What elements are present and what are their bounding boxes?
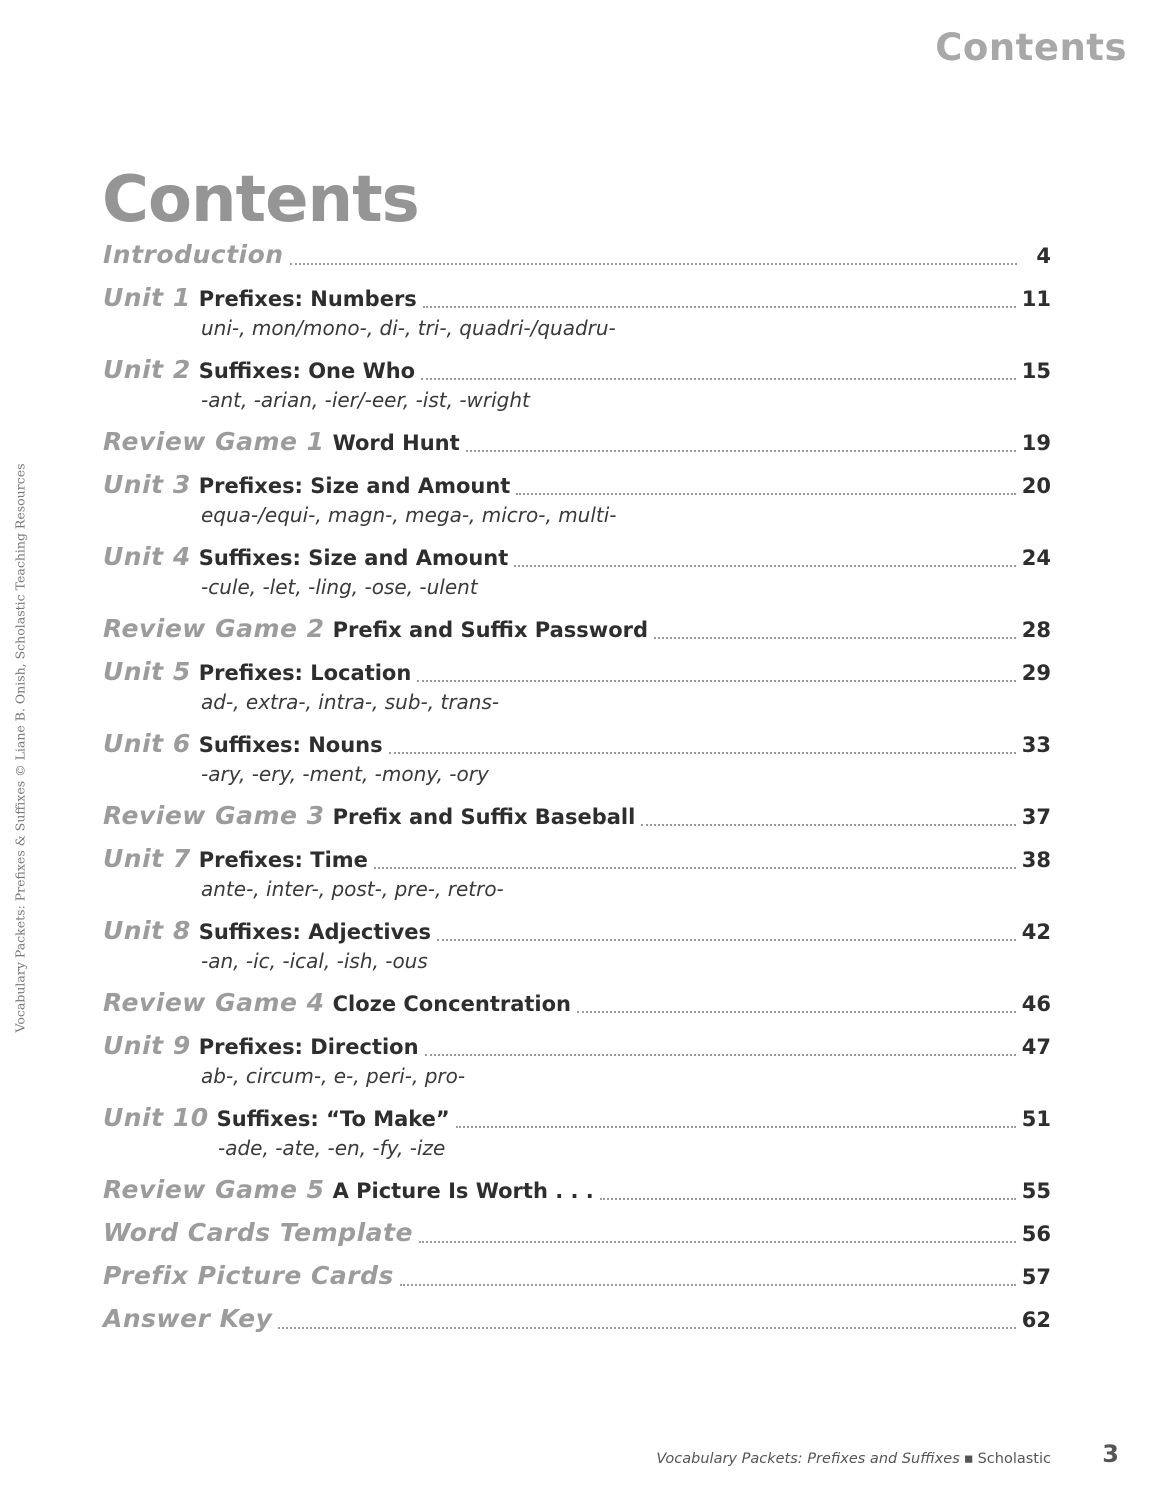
dot-leader — [290, 262, 1017, 265]
toc-entry — [103, 801, 1051, 833]
toc-entry — [103, 427, 1051, 459]
toc-title: Prefix and Suffix Password — [332, 618, 649, 642]
toc-entry — [103, 844, 1051, 902]
toc-title: Suffixes: Size and Amount — [198, 546, 509, 570]
toc-page-number: 20 — [1021, 474, 1051, 498]
toc-entry — [103, 1218, 1051, 1250]
page-title: Contents — [102, 163, 419, 237]
toc-entry — [103, 355, 1051, 413]
toc-subtitle: -cule, -let, -ling, -ose, -ulent — [201, 575, 478, 599]
toc-subtitle: ad-, extra-, intra-, sub-, trans- — [201, 690, 500, 714]
toc-label: Unit 2 — [103, 355, 191, 384]
dot-leader — [516, 492, 1015, 495]
toc-entry — [103, 988, 1051, 1020]
toc-line — [103, 729, 1051, 761]
toc-entry — [103, 1261, 1051, 1293]
toc-title: Cloze Concentration — [332, 992, 572, 1016]
side-credit: Vocabulary Packets: Prefixes & Suffixes © Liane B. Onish, Scholastic Teaching Resources — [12, 463, 28, 1033]
toc-label: Review Game 3 — [103, 801, 325, 830]
toc-title: A Picture Is Worth . . . — [332, 1179, 594, 1203]
footer — [656, 1451, 1051, 1467]
toc-label: Unit 10 — [103, 1103, 209, 1132]
toc-label: Unit 6 — [103, 729, 191, 758]
toc-title: Prefixes: Time — [198, 848, 368, 872]
toc-page-number: 37 — [1021, 805, 1051, 829]
toc-entry — [103, 1175, 1051, 1207]
toc-page-number: 46 — [1021, 992, 1051, 1016]
running-head: Contents — [935, 26, 1127, 69]
dot-leader — [421, 377, 1016, 380]
toc-label: Review Game 2 — [103, 614, 325, 643]
dot-leader — [577, 1010, 1016, 1013]
dot-leader — [514, 564, 1015, 567]
toc-line — [103, 614, 1051, 646]
toc-label: Unit 3 — [103, 470, 191, 499]
toc-label: Word Cards Template — [103, 1218, 413, 1247]
toc-entry — [103, 470, 1051, 528]
toc-line — [103, 542, 1051, 574]
dot-leader — [419, 1240, 1016, 1243]
toc-label: Unit 1 — [103, 283, 191, 312]
toc-line — [103, 1304, 1051, 1336]
toc-label: Review Game 4 — [103, 988, 325, 1017]
toc-entry — [103, 916, 1051, 974]
dot-leader — [423, 305, 1016, 308]
toc-page-number: 28 — [1021, 618, 1051, 642]
dot-leader — [374, 866, 1016, 869]
dot-leader — [654, 636, 1016, 639]
toc-title: Prefixes: Location — [198, 661, 412, 685]
toc-line — [103, 1103, 1051, 1135]
toc-page-number: 24 — [1021, 546, 1051, 570]
toc-label: Review Game 5 — [103, 1175, 325, 1204]
toc-line — [103, 470, 1051, 502]
toc-line — [103, 355, 1051, 387]
toc-title: Word Hunt — [332, 431, 460, 455]
toc-line — [103, 240, 1051, 272]
toc-line — [103, 657, 1051, 689]
toc-entry — [103, 240, 1051, 272]
toc-line — [103, 1031, 1051, 1063]
page-number: 3 — [1102, 1440, 1119, 1468]
toc-subtitle: uni-, mon/mono-, di-, tri-, quadri-/quadru- — [201, 316, 616, 340]
dot-leader — [425, 1053, 1016, 1056]
toc-entry — [103, 657, 1051, 715]
toc-label: Prefix Picture Cards — [103, 1261, 394, 1290]
toc-line — [103, 1175, 1051, 1207]
toc-page-number: 19 — [1021, 431, 1051, 455]
toc-entry — [103, 1103, 1051, 1161]
toc-line — [103, 844, 1051, 876]
footer-separator: ▪ — [963, 1451, 974, 1467]
dot-leader — [600, 1197, 1016, 1200]
toc-title: Suffixes: Nouns — [198, 733, 383, 757]
toc-page-number: 4 — [1036, 244, 1051, 268]
toc-line — [103, 1261, 1051, 1293]
dot-leader — [400, 1283, 1016, 1286]
dot-leader — [278, 1326, 1015, 1329]
toc-entry — [103, 542, 1051, 600]
toc-title: Suffixes: “To Make” — [216, 1107, 450, 1131]
toc-title: Prefix and Suffix Baseball — [332, 805, 636, 829]
toc-title: Prefixes: Size and Amount — [198, 474, 511, 498]
toc-subtitle: ante-, inter-, post-, pre-, retro- — [201, 877, 504, 901]
toc-subtitle: -ade, -ate, -en, -fy, -ize — [218, 1136, 446, 1160]
toc-page-number: 42 — [1021, 920, 1051, 944]
toc-entry — [103, 283, 1051, 341]
dot-leader — [389, 751, 1016, 754]
dot-leader — [456, 1125, 1016, 1128]
toc-subtitle: -ary, -ery, -ment, -mony, -ory — [201, 762, 489, 786]
toc-line — [103, 1218, 1051, 1250]
toc-label: Introduction — [103, 240, 284, 269]
footer-book-title: Vocabulary Packets: Prefixes and Suffixes — [656, 1451, 960, 1467]
toc-entry — [103, 614, 1051, 646]
toc-entry — [103, 1304, 1051, 1336]
toc-page-number: 47 — [1021, 1035, 1051, 1059]
toc-page-number: 51 — [1021, 1107, 1051, 1131]
toc-line — [103, 427, 1051, 459]
toc-page-number: 29 — [1021, 661, 1051, 685]
toc-page-number: 11 — [1021, 287, 1051, 311]
toc-page-number: 57 — [1021, 1265, 1051, 1289]
toc-title: Suffixes: Adjectives — [198, 920, 432, 944]
toc-line — [103, 283, 1051, 315]
dot-leader — [437, 938, 1016, 941]
toc-label: Answer Key — [103, 1304, 273, 1333]
toc-page-number: 15 — [1021, 359, 1051, 383]
toc-title: Suffixes: One Who — [198, 359, 416, 383]
toc-line — [103, 916, 1051, 948]
toc-subtitle: -an, -ic, -ical, -ish, -ous — [201, 949, 428, 973]
toc-page-number: 55 — [1021, 1179, 1051, 1203]
toc-page-number: 56 — [1021, 1222, 1051, 1246]
toc-title: Prefixes: Numbers — [198, 287, 417, 311]
footer-publisher: Scholastic — [977, 1451, 1051, 1467]
toc-subtitle: -ant, -arian, -ier/-eer, -ist, -wright — [201, 388, 530, 412]
toc-entry — [103, 1031, 1051, 1089]
toc-label: Unit 5 — [103, 657, 191, 686]
toc-line — [103, 801, 1051, 833]
toc-label: Unit 8 — [103, 916, 191, 945]
toc-entry — [103, 729, 1051, 787]
toc-subtitle: equa-/equi-, magn-, mega-, micro-, multi- — [201, 503, 617, 527]
toc-page-number: 62 — [1021, 1308, 1051, 1332]
toc-title: Prefixes: Direction — [198, 1035, 419, 1059]
toc-label: Unit 9 — [103, 1031, 191, 1060]
toc-line — [103, 988, 1051, 1020]
toc-label: Review Game 1 — [103, 427, 325, 456]
toc-page-number: 38 — [1021, 848, 1051, 872]
toc-label: Unit 4 — [103, 542, 191, 571]
toc-label: Unit 7 — [103, 844, 191, 873]
toc-subtitle: ab-, circum-, e-, peri-, pro- — [201, 1064, 466, 1088]
dot-leader — [466, 449, 1016, 452]
toc-page-number: 33 — [1021, 733, 1051, 757]
dot-leader — [641, 823, 1015, 826]
dot-leader — [417, 679, 1015, 682]
